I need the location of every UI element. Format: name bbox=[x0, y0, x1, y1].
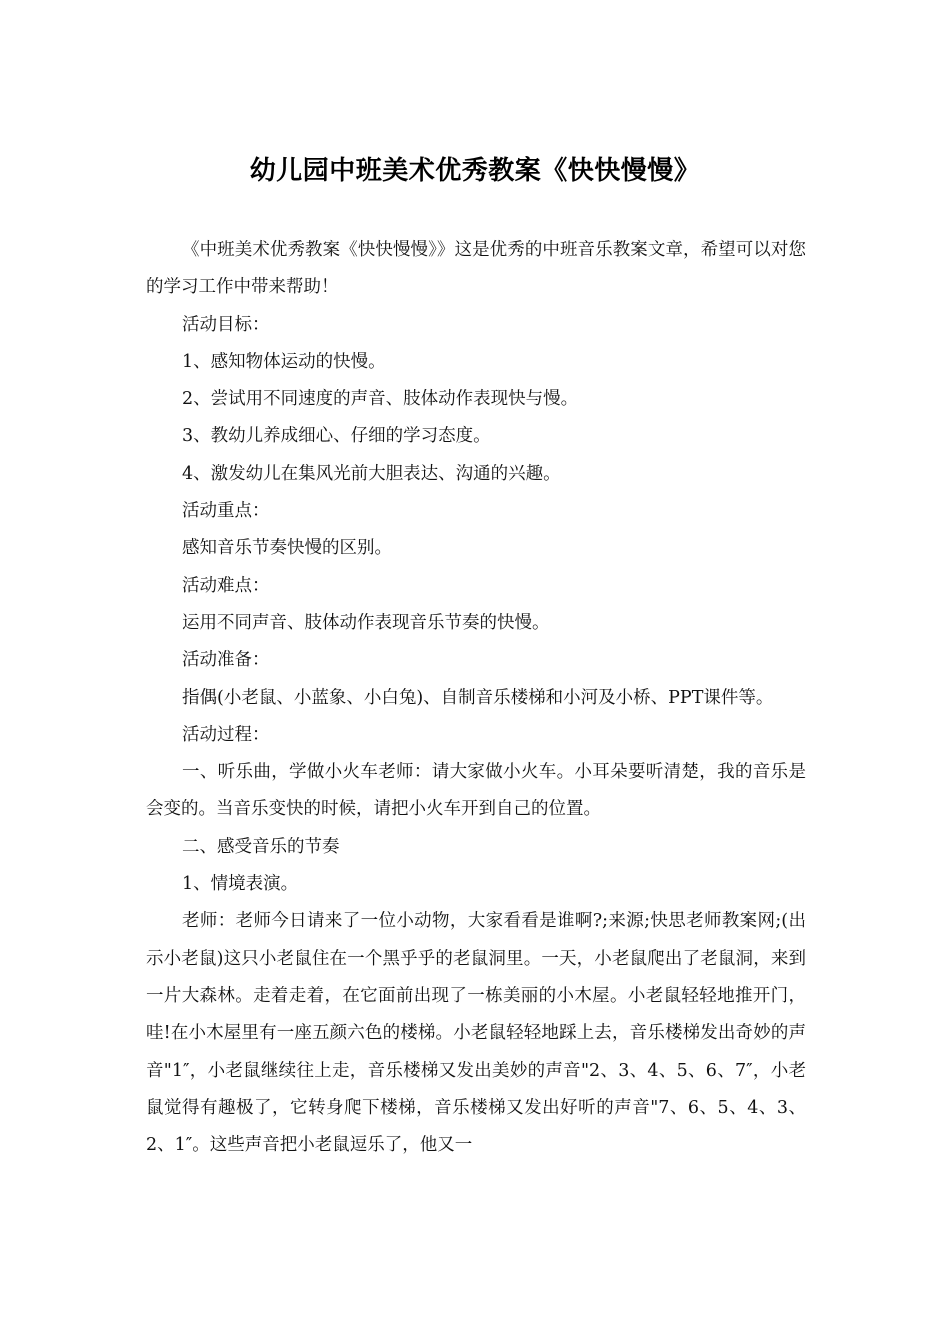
difficulties-text: 运用不同声音、肢体动作表现音乐节奏的快慢。 bbox=[182, 612, 550, 633]
paragraph-intro: 《中班美术优秀教案《快快慢慢》》这是优秀的中班音乐教案文章，希望可以对您的学习工作中带来帮助！ bbox=[146, 240, 806, 298]
heading-key-points: 活动重点： bbox=[182, 501, 270, 522]
preparation-text: 指偶(小老鼠、小蓝象、小白兔)、自制音乐楼梯和小河及小桥、PPT课件等。 bbox=[182, 687, 774, 708]
key-points-text: 感知音乐节奏快慢的区别。 bbox=[182, 538, 392, 559]
story-paragraph: 老师：老师今日请来了一位小动物，大家看看是谁啊?;来源;快思老师教案网;(出示小老鼠)这只小老鼠住在一个黑乎乎的老鼠洞里。一天，小老鼠爬出了老鼠洞，来到一片大森林。走着走着，在它面前出现了一栋美丽的小木屋。小老鼠轻轻地推开门，哇!在小木屋里有一座五颜六色的楼梯。小老鼠轻轻地踩上去，音乐楼梯发出奇妙的声音"1″，小老鼠继续往上走，音乐楼梯又发出美妙的声音"2、3、4、5、6、7″，小老鼠觉得有趣极了，它转身爬下楼梯，音乐楼梯又发出好听的声音"7、6、5、4、3、2、1″。这些声音把小老鼠逗乐了，他又一 bbox=[146, 911, 806, 1156]
goal-item-1: 1、感知物体运动的快慢。 bbox=[182, 351, 386, 372]
process-step-2: 二、感受音乐的节奏 bbox=[182, 836, 340, 857]
heading-difficulties: 活动难点： bbox=[182, 575, 270, 596]
goal-item-3: 3、教幼儿养成细心、仔细的学习态度。 bbox=[182, 426, 491, 447]
document-body bbox=[146, 232, 806, 1164]
document-title: 幼儿园中班美术优秀教案《快快慢慢》 bbox=[249, 156, 701, 186]
heading-preparation: 活动准备： bbox=[182, 650, 270, 671]
goal-item-4: 4、激发幼儿在集风光前大胆表达、沟通的兴趣。 bbox=[182, 463, 561, 484]
process-step-1: 一、听乐曲，学做小火车老师：请大家做小火车。小耳朵要听清楚，我的音乐是会变的。当音乐变快的时候，请把小火车开到自己的位置。 bbox=[146, 762, 806, 820]
goal-item-2: 2、尝试用不同速度的声音、肢体动作表现快与慢。 bbox=[182, 389, 579, 410]
heading-process: 活动过程： bbox=[182, 724, 270, 745]
heading-activity-goals: 活动目标： bbox=[182, 314, 270, 335]
process-substep-1: 1、情境表演。 bbox=[182, 874, 299, 895]
